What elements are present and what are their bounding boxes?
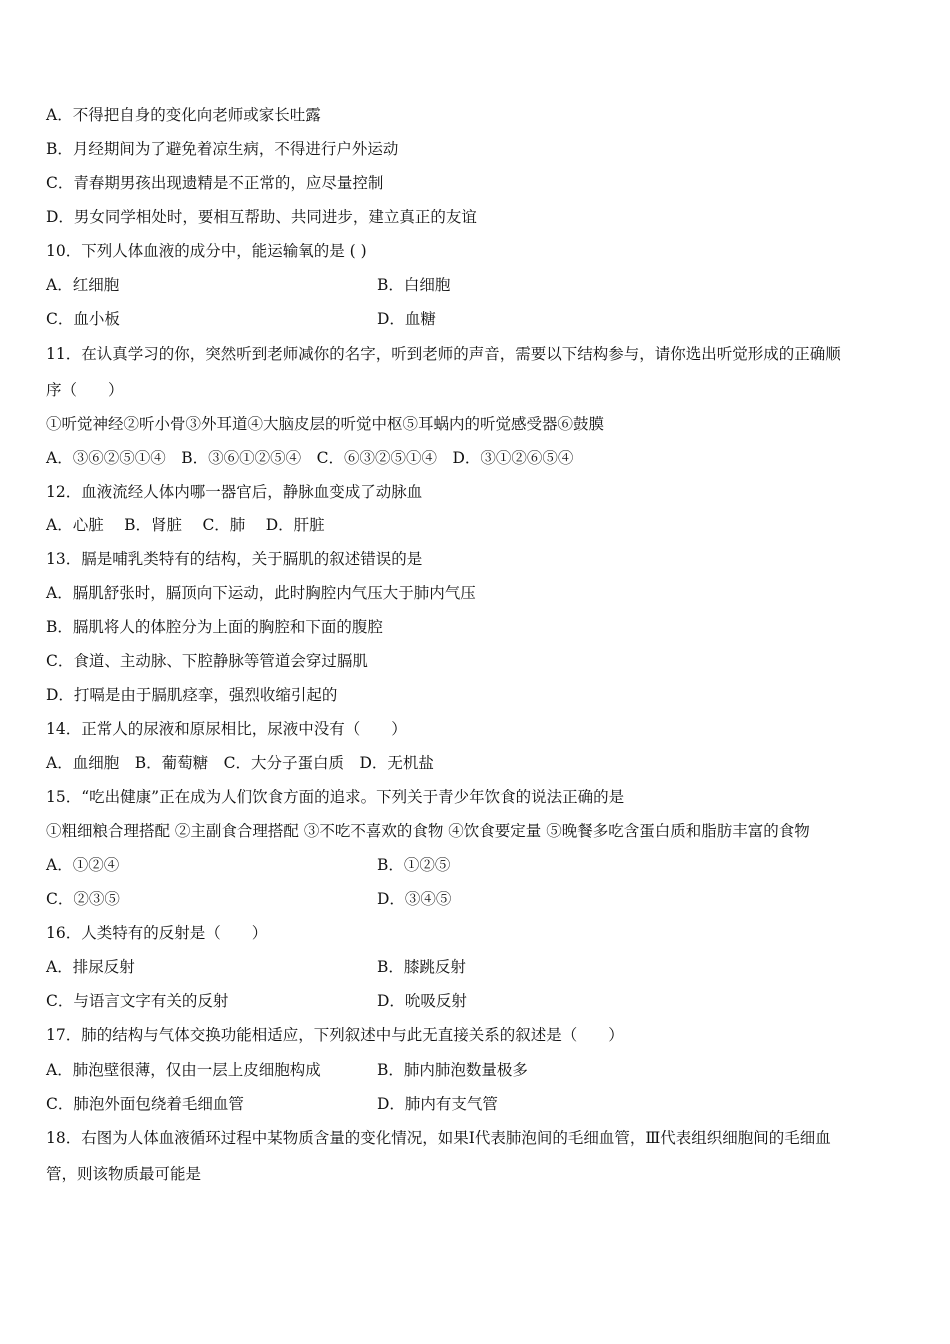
q15-option-a: A．①②④ [46,856,120,874]
q15-option-c: C．②③⑤ [46,890,120,908]
q13-option-d: D．打嗝是由于膈肌痉挛，强烈收缩引起的 [46,686,338,704]
q17-option-a: A．肺泡壁很薄，仅由一层上皮细胞构成 [46,1061,321,1079]
q13-option-c: C．食道、主动脉、下腔静脉等管道会穿过膈肌 [46,652,368,670]
q13-stem: 13．膈是哺乳类特有的结构，关于膈肌的叙述错误的是 [46,550,423,568]
q16-option-a: A．排尿反射 [46,958,135,976]
q10-stem: 10．下列人体血液的成分中，能运输氧的是 ( ) [46,242,367,260]
q9-option-c: C．青春期男孩出现遗精是不正常的，应尽量控制 [46,174,384,192]
q16-stem: 16．人类特有的反射是（ ） [46,924,268,942]
q18-stem-cont: 管，则该物质最可能是 [46,1165,202,1183]
q18-stem: 18．右图为人体血液循环过程中某物质含量的变化情况，如果Ⅰ代表肺泡间的毛细血管，Ⅲ代表组织细胞间的毛细血 [46,1129,831,1147]
q15-items: ①粗细粮合理搭配 ②主副食合理搭配 ③不吃不喜欢的食物 ④饮食要定量 ⑤晚餐多吃含蛋白质和脂肪丰富的食物 [46,822,810,840]
q17-option-b: B．肺内肺泡数量极多 [377,1061,528,1079]
q10-option-c: C．血小板 [46,310,120,328]
q14-stem: 14．正常人的尿液和原尿相比，尿液中没有（ ） [46,720,407,738]
q13-option-b: B．膈肌将人的体腔分为上面的胸腔和下面的腹腔 [46,618,383,636]
q9-option-b: B．月经期间为了避免着凉生病，不得进行户外运动 [46,140,399,158]
q16-option-d: D．吮吸反射 [377,992,467,1010]
q9-option-d: D．男女同学相处时，要相互帮助、共同进步，建立真正的友谊 [46,208,477,226]
q12-stem: 12．血液流经人体内哪一器官后，静脉血变成了动脉血 [46,483,423,501]
q14-options: A．血细胞 B．葡萄糖 C．大分子蛋白质 D．无机盐 [46,754,434,772]
q10-option-b: B．白细胞 [377,276,451,294]
q17-stem: 17．肺的结构与气体交换功能相适应，下列叙述中与此无直接关系的叙述是（ ） [46,1026,624,1044]
q17-option-c: C．肺泡外面包绕着毛细血管 [46,1095,244,1113]
q17-option-d: D．肺内有支气管 [377,1095,498,1113]
q12-options: A．心脏 B．肾脏 C．肺 D．肝脏 [46,516,325,534]
q15-stem: 15．“吃出健康”正在成为人们饮食方面的追求。下列关于青少年饮食的说法正确的是 [46,788,625,806]
q11-options: A．③⑥②⑤①④ B．③⑥①②⑤④ C．⑥③②⑤①④ D．③①②⑥⑤④ [46,449,574,467]
q10-option-d: D．血糖 [377,310,436,328]
q15-option-b: B．①②⑤ [377,856,451,874]
q11-items: ①听觉神经②听小骨③外耳道④大脑皮层的听觉中枢⑤耳蜗内的听觉感受器⑥鼓膜 [46,415,605,433]
q15-option-d: D．③④⑤ [377,890,452,908]
q10-option-a: A．红细胞 [46,276,120,294]
q11-stem: 11．在认真学习的你，突然听到老师减你的名字，听到老师的声音，需要以下结构参与，请你选出听觉形成的正确顺 [46,345,841,363]
q16-option-c: C．与语言文字有关的反射 [46,992,229,1010]
q16-option-b: B．膝跳反射 [377,958,466,976]
q13-option-a: A．膈肌舒张时，膈顶向下运动，此时胸腔内气压大于肺内气压 [46,584,476,602]
q9-option-a: A．不得把自身的变化向老师或家长吐露 [46,106,321,124]
q11-stem-cont: 序（ ） [46,381,124,399]
